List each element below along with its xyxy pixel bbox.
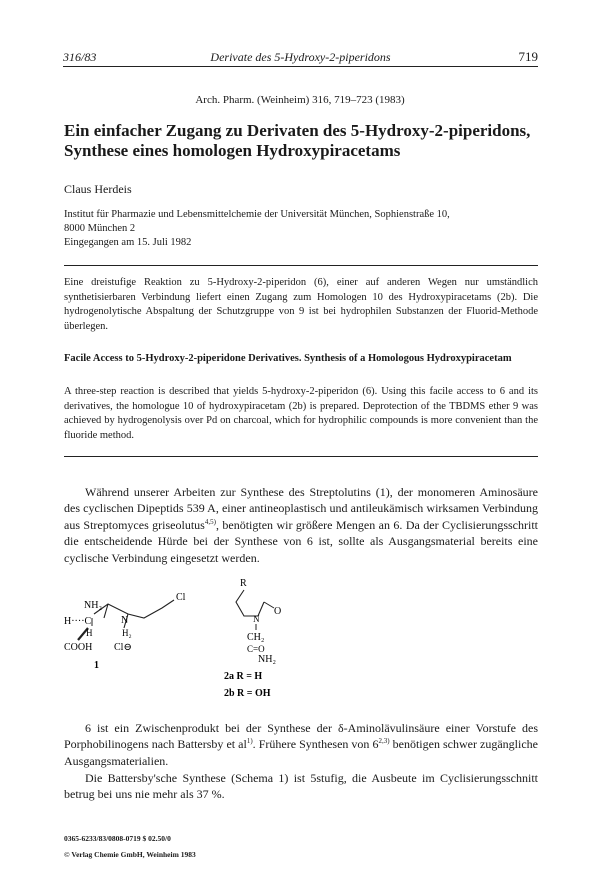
citation: Arch. Pharm. (Weinheim) 316, 719–723 (1983) (195, 94, 405, 106)
reference-marker: 1) (246, 737, 253, 746)
affiliation-line-2: 8000 München 2 (64, 223, 136, 234)
copyright: © Verlag Chemie GmbH, Weinheim 1983 (64, 850, 196, 859)
body-p2-text-a: 6 ist ein Zwischenprodukt bei der Synthese der δ-Aminolävulinsäure einer Vorstufe des Porphobilinogens nach Battersby et al (64, 721, 538, 752)
methylene-label: CH₂ (247, 632, 265, 643)
divider-top (64, 265, 538, 266)
ring-bond (236, 590, 264, 616)
h2-label: H₂ (122, 628, 132, 638)
stereocenter-label: H····C (64, 616, 92, 627)
nitrogen-label: N (253, 614, 260, 624)
body-p2-text-c: benötigen schwer zugängliche Ausgangsmaterialien. (64, 737, 538, 768)
body-p1-text-b: , benötigten wir größere Mengen an 6. Da der Cyclisierungsschritt die entscheidende Hürde bei der Synthese von 6 ist, sollte als Ausgangsmaterial bereits eine cyclische Verbindung eingesetzt werden. (64, 517, 539, 565)
abstract-german: Eine dreistufige Reaktion zu 5-Hydroxy-2-piperidon (6), einer auf anderen Wegen nur umständlich synthetisierbaren Verbindung liefert einen Zugang zum Homologen 10 des Hydroxypiracetams (2b). Die hydrogenolytische Abspaltung der Schutzgruppe von 9 ist bei hydrophilen Substanzen der Fluorid-Methode überlegen. (64, 277, 538, 332)
amine-label: NH₂ (84, 600, 102, 611)
carbonyl-bond (264, 602, 274, 608)
divider-bottom (64, 456, 538, 457)
body-paragraph-2 (64, 720, 538, 769)
structure-1 (64, 592, 186, 671)
body-p2-text-b: . Frühere Synthesen von 6 (252, 737, 379, 752)
chloro-label: Cl (176, 592, 186, 603)
affiliation (64, 208, 544, 250)
compound-label-2b: 2b R = OH (224, 688, 271, 699)
page-number: 719 (518, 49, 538, 64)
issn-code: 0365-6233/83/0808-0719 $ 02.50/0 (64, 834, 171, 843)
hydrogen-label: H (86, 628, 93, 638)
volume-issue: 316/83 (63, 50, 97, 64)
body-paragraph-1 (64, 484, 538, 566)
reference-marker: 4,5) (204, 517, 216, 526)
reference-marker: 2,3) (378, 737, 390, 746)
article-title: Ein einfacher Zugang zu Derivaten des 5-Hydroxy-2-piperidons, Synthese eines homologen Hydroxypiracetams (64, 121, 531, 160)
affiliation-line-1: Institut für Pharmazie und Lebensmittelchemie der Universität München, Sophienstraße 10, (64, 209, 450, 220)
oxygen-label: O (274, 606, 282, 617)
author: Claus Herdeis (64, 182, 132, 196)
running-title: Derivate des 5-Hydroxy-2-piperidons (210, 50, 391, 64)
received-date: Eingegangen am 15. Juli 1982 (64, 237, 192, 248)
footer (64, 831, 196, 863)
carboxyl-label: COOH (64, 642, 93, 653)
abstract-english: A three-step reaction is described that yields 5-hydroxy-2-piperidon (6). Using this facile access to 6 and its derivatives, the homologue 10 of hydroxypiracetam (2b) is prepared. Deprotection of the TBDMS ether 9 was achieved by hydrogenolysis over Pd on charcoal, which for hydrophilic compounds is more convenient than the fluoride method. (64, 386, 538, 441)
compound-label-1: 1 (94, 660, 99, 671)
r-group-label: R (240, 578, 247, 589)
running-head (63, 50, 538, 67)
nitrogen-label: N (121, 615, 129, 626)
body-paragraph-3: Die Battersby'sche Synthese (Schema 1) ist 5stufig, die Ausbeute im Cyclisierungsschnitt betrug bei uns nie mehr als 37 %. (64, 771, 538, 802)
compound-label-2a: 2a R = H (224, 671, 263, 682)
chemical-structures (64, 574, 364, 704)
body-p1-text-a: Während unserer Arbeiten zur Synthese des Streptolutins (1), der monomeren Aminosäure des cyclischen Dipeptids 539 A, einer antineoplastisch und antileukämisch wirksamen Verbindung aus Streptomyces griseolutus (64, 485, 538, 532)
carbonyl-label: C=O (247, 644, 265, 654)
amide-label: NH₂ (258, 654, 276, 665)
abstract-english-title: Facile Access to 5-Hydroxy-2-piperidone Derivatives. Synthesis of a Homologous Hydroxypiracetam (64, 353, 512, 364)
counterion-label: Cl⊖ (114, 642, 132, 653)
structure-2 (224, 578, 281, 699)
